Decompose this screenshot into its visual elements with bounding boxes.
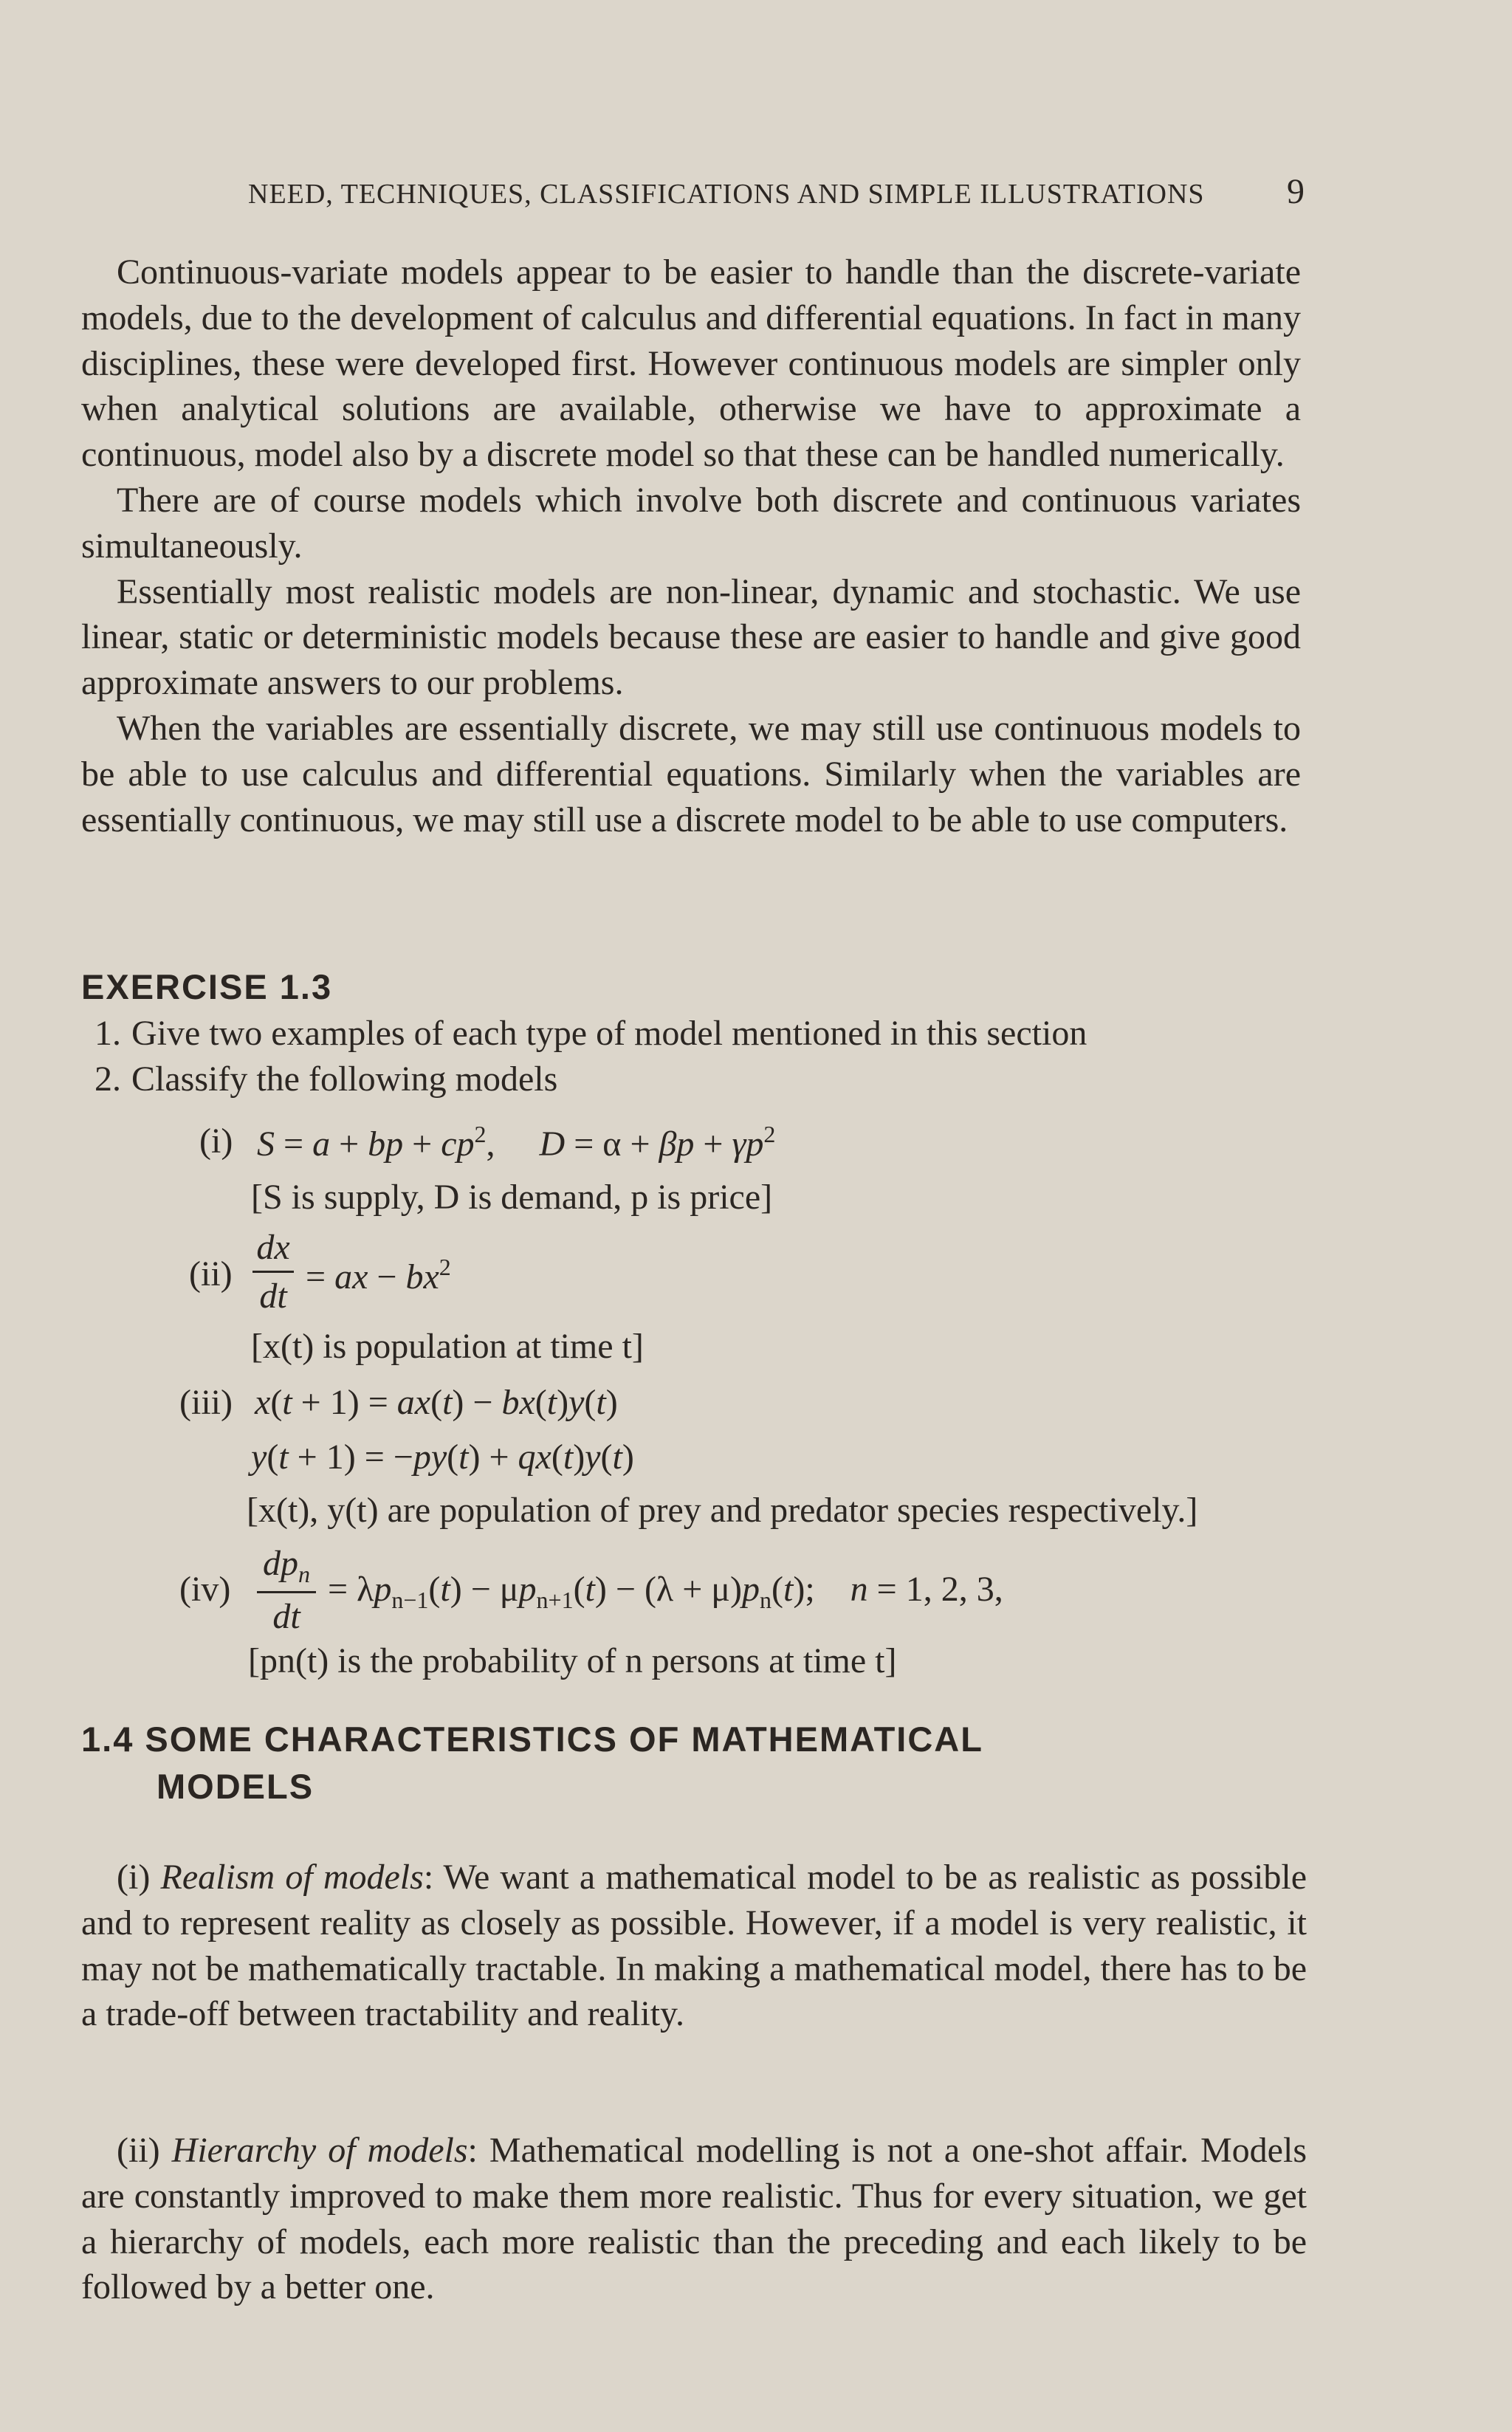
- model-iii-note: [x(t), y(t) are population of prey and predator species respectively.]: [247, 1491, 1198, 1530]
- model-i-equation: S = a + bp + $cp^2$, $D = \alpha + \beta p + \gamma p^2$: [257, 1121, 776, 1164]
- characteristic-realism-term: Realism of models: [160, 1858, 424, 1897]
- exercise-item-1-text: Give two examples of each type of model mentioned in this section: [131, 1014, 1087, 1053]
- paragraph-discrete-continuous: When the variables are essentially discrete, we may still use continuous models to be able to use calculus and differential equations. Similarly when the variables are essentially continuous, we may still use a discrete model to be able to use computers.: [81, 708, 1301, 839]
- paragraph-mixed-variates: There are of course models which involve both discrete and continuous variates simultaneously.: [81, 480, 1301, 566]
- paragraph-continuous-models: Continuous-variate models appear to be easier to handle than the discrete-variate models, due to the development of calculus and differential equations. In fact in many disciplines, these were developed first. However continuous models are simpler only when analytical solutions are available, otherwise we have to approximate a continuous, model also by a discrete model so that these can be handled numerically.: [81, 253, 1301, 475]
- exercise-item-1: [66, 1013, 1087, 1054]
- exercise-item-1-number: 1.: [94, 1014, 121, 1053]
- exercise-item-2-number: 2.: [94, 1059, 121, 1099]
- section-title-line-2: MODELS: [157, 1767, 315, 1806]
- characteristic-hierarchy: (ii) Hierarchy of models: Mathematical modelling is not a one-shot affair. Models are constantly improved to make them more realistic. Thus for every situation, we get a hierarchy of models, each more realistic than the preceding and each likely to be followed by a better one.: [81, 2131, 1307, 2307]
- model-iii-equation-2: y(t + 1) = −py(t) + qx(t)y(t): [251, 1437, 634, 1477]
- page-number: 9: [1287, 172, 1305, 211]
- model-iv-equation: = $\lambda p_{n-1}(t) - \mu p_{n+1}(t) - (\lambda + \mu)p_n(t)$; n = 1, 2, 3,: [328, 1570, 1003, 1613]
- model-iv-note: [pn(t) is the probability of n persons at time t]: [248, 1641, 897, 1680]
- intro-text: [81, 250, 1301, 842]
- characteristic-realism-label: (i): [117, 1858, 151, 1897]
- model-ii-fraction: dx dt: [252, 1227, 294, 1316]
- model-ii-label: (ii): [189, 1254, 233, 1294]
- characteristic-realism-text: We want a mathematical model to be as realistic as possible and to represent reality as closely as possible. However, if a model is very realistic, it may not be mathematically tractable. In making a mathematical model, there has to be a trade-off between tractability and reality.: [81, 1858, 1307, 2034]
- running-header: [248, 171, 1305, 212]
- paragraph-realistic-models: Essentially most realistic models are non-linear, dynamic and stochastic. We use linear, static or deterministic models because these are easier to handle and give good approximate answers to our problems.: [81, 571, 1301, 703]
- model-ii-note: [x(t) is population at time t]: [251, 1327, 644, 1366]
- section-title-line-1: 1.4 SOME CHARACTERISTICS OF MATHEMATICAL: [81, 1720, 983, 1759]
- model-ii-equation: = ax − $bx^2$: [306, 1254, 451, 1296]
- model-iv-label: (iv): [179, 1570, 231, 1609]
- characteristic-realism: (i) Realism of models: We want a mathematical model to be as realistic as possible and to represent reality as closely as possible. However, if a model is very realistic, it may not be mathematically tractable. In making a mathematical model, there has to be a trade-off between tractability and reality.: [81, 1858, 1307, 2034]
- characteristic-hierarchy-term: Hierarchy of models: [171, 2131, 468, 2170]
- exercise-item-2: [66, 1059, 557, 1099]
- model-iii-equation-1: x(t + 1) = ax(t) − bx(t)y(t): [255, 1383, 618, 1422]
- model-i-label: (i): [199, 1121, 233, 1161]
- model-i-note: [S is supply, D is demand, p is price]: [251, 1178, 773, 1217]
- exercise-title: EXERCISE 1.3: [81, 967, 333, 1006]
- exercise-item-2-text: Classify the following models: [131, 1059, 558, 1099]
- characteristic-hierarchy-text: Mathematical modelling is not a one-shot affair. Models are constantly improved to make them more realistic. Thus for every situation, we get a hierarchy of models, each more realistic than the preceding and each likely to be followed by a better one.: [81, 2131, 1307, 2307]
- model-iii-label: (iii): [179, 1383, 233, 1422]
- running-title: NEED, TECHNIQUES, CLASSIFICATIONS AND SIMPLE ILLUSTRATIONS: [248, 179, 1205, 210]
- characteristic-hierarchy-label: (ii): [117, 2131, 160, 2170]
- model-iv-fraction: $dp_n$ dt: [257, 1543, 316, 1637]
